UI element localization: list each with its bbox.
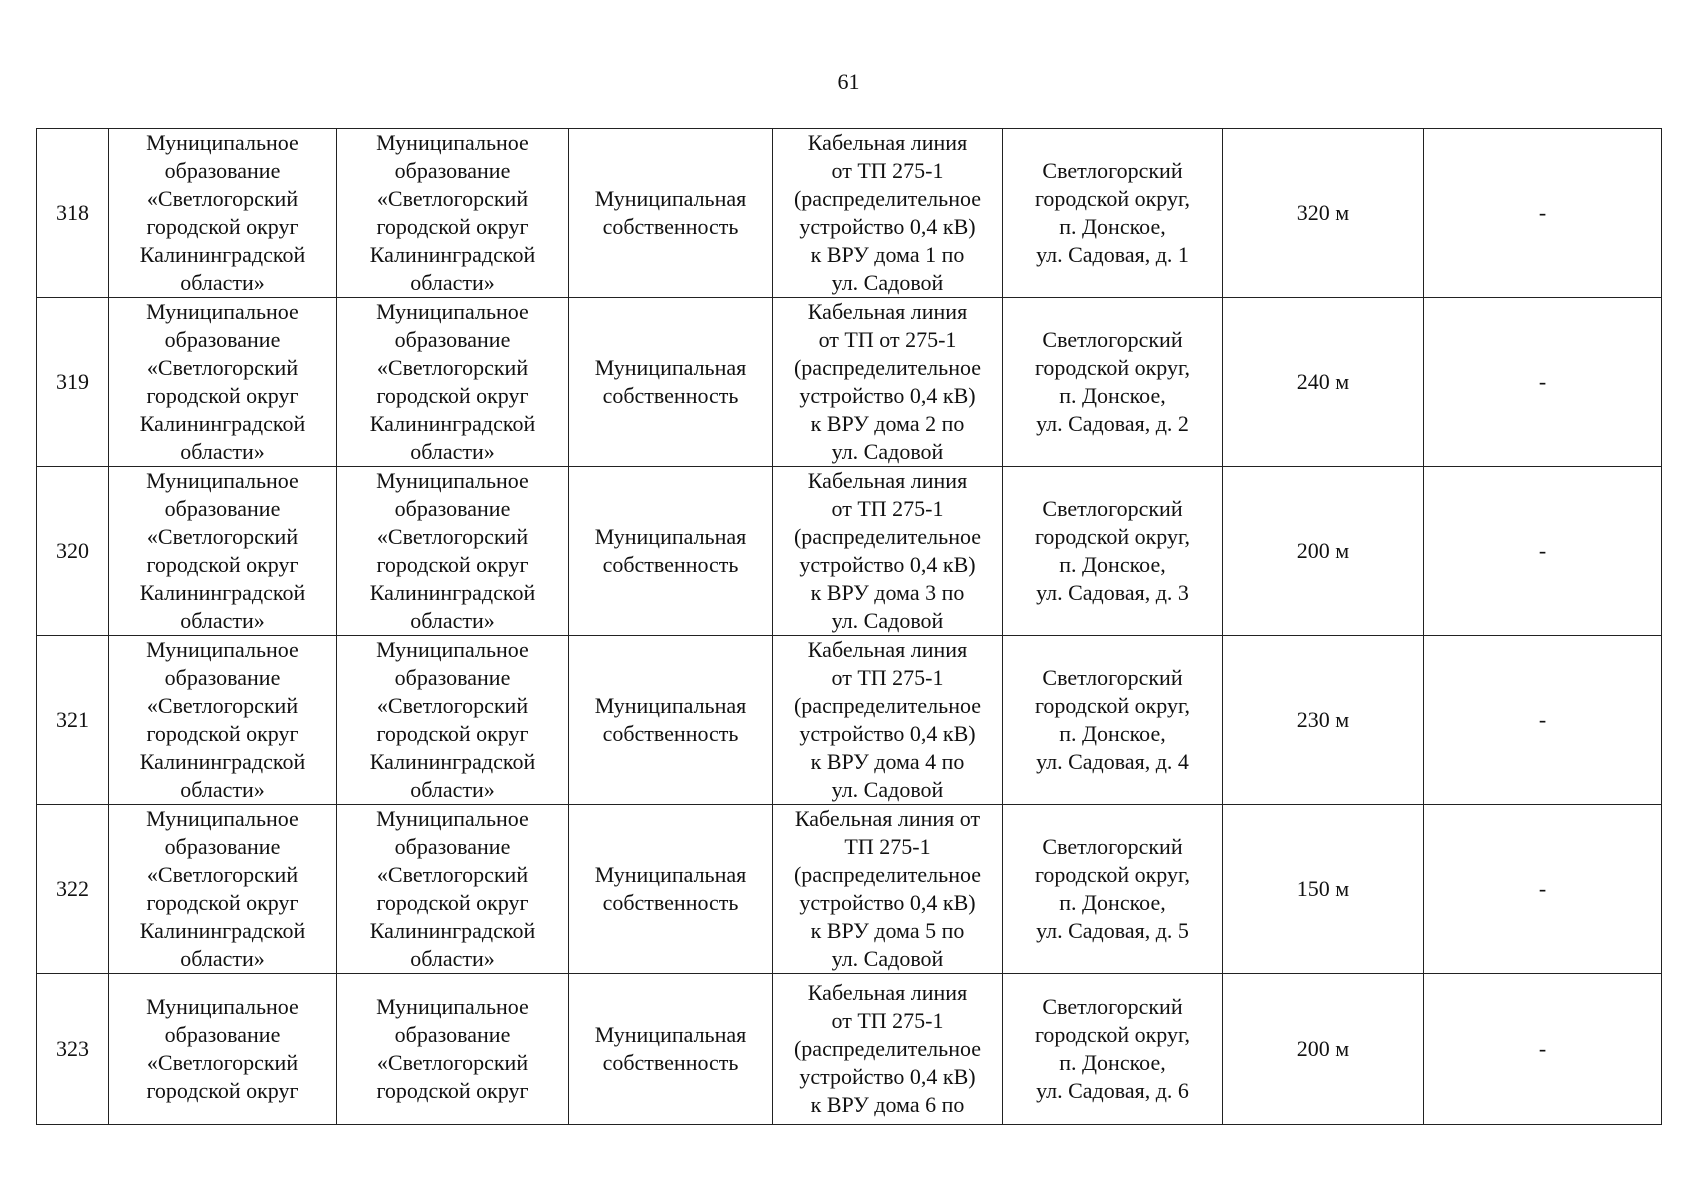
object-cell: Кабельная линия от ТП 275-1 (распределительное устройство 0,4 кВ) к ВРУ дома 3 по ул. Садовой [773,467,1003,636]
holder-cell: Муниципальное образование «Светлогорский городской округ [337,974,569,1125]
ownership-cell: Муниципальная собственность [569,974,773,1125]
note-cell: - [1424,298,1662,467]
object-cell: Кабельная линия от ТП 275-1 (распределительное устройство 0,4 кВ) к ВРУ дома 5 по ул. Садовой [773,805,1003,974]
object-cell: Кабельная линия от ТП 275-1 (распределительное устройство 0,4 кВ) к ВРУ дома 1 по ул. Садовой [773,129,1003,298]
owner-cell: Муниципальное образование «Светлогорский городской округ Калининградской области» [109,636,337,805]
length-cell: 150 м [1223,805,1424,974]
page-number: 61 [837,69,860,94]
owner-cell: Муниципальное образование «Светлогорский городской округ Калининградской области» [109,805,337,974]
length-cell: 230 м [1223,636,1424,805]
note-cell: - [1424,805,1662,974]
ownership-cell: Муниципальная собственность [569,636,773,805]
table-row [37,467,1662,636]
owner-cell: Муниципальное образование «Светлогорский городской округ Калининградской области» [109,129,337,298]
address-cell: Светлогорский городской округ, п. Донское, ул. Садовая, д. 6 [1003,974,1223,1125]
table-row [37,298,1662,467]
ownership-cell: Муниципальная собственность [569,805,773,974]
row-number-cell: 318 [37,129,109,298]
address-cell: Светлогорский городской округ, п. Донское, ул. Садовая, д. 2 [1003,298,1223,467]
object-cell: Кабельная линия от ТП от 275-1 (распределительное устройство 0,4 кВ) к ВРУ дома 2 по ул. Садовой [773,298,1003,467]
length-cell: 240 м [1223,298,1424,467]
row-number-cell: 323 [37,974,109,1125]
property-registry-table [36,128,1662,1125]
length-cell: 320 м [1223,129,1424,298]
owner-cell: Муниципальное образование «Светлогорский городской округ Калининградской области» [109,298,337,467]
table-row [37,129,1662,298]
length-cell: 200 м [1223,974,1424,1125]
row-number-cell: 319 [37,298,109,467]
address-cell: Светлогорский городской округ, п. Донское, ул. Садовая, д. 4 [1003,636,1223,805]
ownership-cell: Муниципальная собственность [569,467,773,636]
address-cell: Светлогорский городской округ, п. Донское, ул. Садовая, д. 3 [1003,467,1223,636]
holder-cell: Муниципальное образование «Светлогорский городской округ Калининградской области» [337,129,569,298]
table-row [37,636,1662,805]
row-number-cell: 321 [37,636,109,805]
holder-cell: Муниципальное образование «Светлогорский городской округ Калининградской области» [337,805,569,974]
ownership-cell: Муниципальная собственность [569,129,773,298]
note-cell: - [1424,636,1662,805]
owner-cell: Муниципальное образование «Светлогорский городской округ [109,974,337,1125]
holder-cell: Муниципальное образование «Светлогорский городской округ Калининградской области» [337,467,569,636]
table-row [37,805,1662,974]
row-number-cell: 322 [37,805,109,974]
table-row [37,974,1662,1125]
object-cell: Кабельная линия от ТП 275-1 (распределительное устройство 0,4 кВ) к ВРУ дома 6 по [773,974,1003,1125]
note-cell: - [1424,467,1662,636]
note-cell: - [1424,974,1662,1125]
address-cell: Светлогорский городской округ, п. Донское, ул. Садовая, д. 5 [1003,805,1223,974]
holder-cell: Муниципальное образование «Светлогорский городской округ Калининградской области» [337,298,569,467]
owner-cell: Муниципальное образование «Светлогорский городской округ Калининградской области» [109,467,337,636]
object-cell: Кабельная линия от ТП 275-1 (распределительное устройство 0,4 кВ) к ВРУ дома 4 по ул. Садовой [773,636,1003,805]
address-cell: Светлогорский городской округ, п. Донское, ул. Садовая, д. 1 [1003,129,1223,298]
note-cell: - [1424,129,1662,298]
row-number-cell: 320 [37,467,109,636]
ownership-cell: Муниципальная собственность [569,298,773,467]
length-cell: 200 м [1223,467,1424,636]
holder-cell: Муниципальное образование «Светлогорский городской округ Калининградской области» [337,636,569,805]
